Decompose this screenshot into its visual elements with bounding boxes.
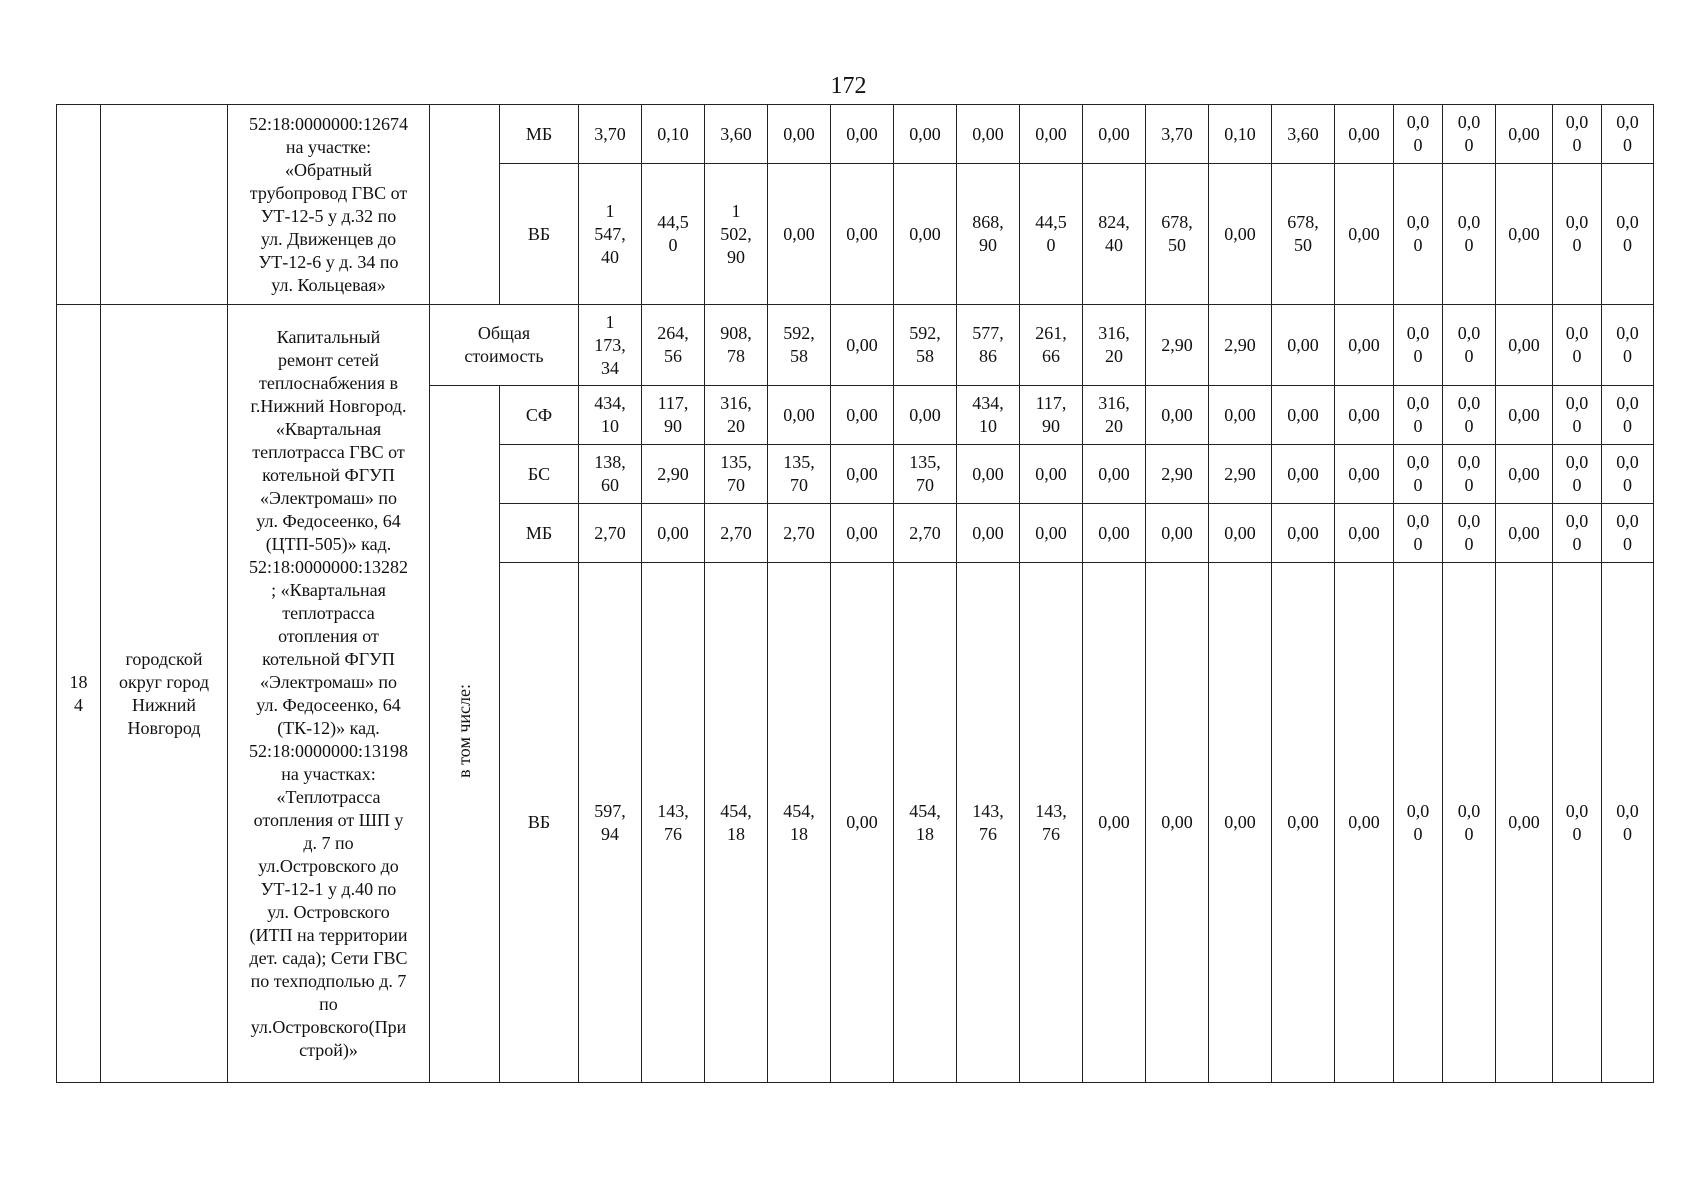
value-cell: 0,0 0 xyxy=(1394,386,1443,445)
value-cell: 2,70 xyxy=(894,504,957,563)
value-cell: 0,00 xyxy=(1146,504,1209,563)
value-cell: 0,0 0 xyxy=(1443,164,1496,305)
value-cell: 2,70 xyxy=(579,504,642,563)
value-cell: 0,00 xyxy=(894,386,957,445)
value-cell: 0,0 0 xyxy=(1602,445,1654,504)
value-cell: 2,70 xyxy=(705,504,768,563)
value-cell: 261, 66 xyxy=(1020,305,1083,386)
item-description: 52:18:0000000:12674 на участке: «Обратный трубопровод ГВС от УТ-12-5 у д.32 по ул. Движенцев до УТ-12-6 у д. 34 по ул. Кольцевая» xyxy=(228,105,430,305)
value-cell: 592, 58 xyxy=(894,305,957,386)
value-cell: 0,00 xyxy=(1335,563,1394,1083)
value-cell: 0,00 xyxy=(1083,563,1146,1083)
value-cell: 0,0 0 xyxy=(1602,305,1654,386)
value-cell: 2,90 xyxy=(1146,305,1209,386)
including-label-text: в том числе: xyxy=(454,684,474,778)
value-cell: 0,00 xyxy=(1496,386,1553,445)
value-cell: 0,0 0 xyxy=(1394,164,1443,305)
total-cost-label: Общая стоимость xyxy=(430,305,579,386)
value-cell: 0,0 0 xyxy=(1394,305,1443,386)
value-cell: 0,0 0 xyxy=(1394,504,1443,563)
value-cell: 0,00 xyxy=(1335,105,1394,164)
cell-municipality-blank xyxy=(101,105,228,305)
funding-source: СФ xyxy=(500,386,579,445)
value-cell: 0,00 xyxy=(1335,305,1394,386)
value-cell: 0,00 xyxy=(1209,563,1272,1083)
value-cell: 117, 90 xyxy=(1020,386,1083,445)
value-cell: 0,0 0 xyxy=(1443,305,1496,386)
value-cell: 0,0 0 xyxy=(1443,445,1496,504)
cell-number-blank xyxy=(57,105,101,305)
value-cell: 0,00 xyxy=(1272,563,1335,1083)
cell-label-blank xyxy=(430,105,500,305)
value-cell: 908, 78 xyxy=(705,305,768,386)
value-cell: 264, 56 xyxy=(642,305,705,386)
value-cell: 454, 18 xyxy=(705,563,768,1083)
value-cell: 678, 50 xyxy=(1146,164,1209,305)
value-cell: 454, 18 xyxy=(768,563,831,1083)
value-cell: 0,00 xyxy=(1496,563,1553,1083)
value-cell: 0,00 xyxy=(1083,504,1146,563)
value-cell: 0,00 xyxy=(831,105,894,164)
value-cell: 143, 76 xyxy=(957,563,1020,1083)
value-cell: 44,5 0 xyxy=(642,164,705,305)
value-cell: 135, 70 xyxy=(768,445,831,504)
value-cell: 0,00 xyxy=(768,164,831,305)
value-cell: 1 502, 90 xyxy=(705,164,768,305)
value-cell: 824, 40 xyxy=(1083,164,1146,305)
value-cell: 0,00 xyxy=(894,105,957,164)
value-cell: 0,00 xyxy=(1209,164,1272,305)
value-cell: 0,00 xyxy=(957,504,1020,563)
value-cell: 316, 20 xyxy=(1083,305,1146,386)
budget-table xyxy=(56,104,1654,1083)
value-cell: 0,0 0 xyxy=(1553,504,1602,563)
value-cell: 316, 20 xyxy=(1083,386,1146,445)
value-cell: 2,90 xyxy=(1146,445,1209,504)
funding-source: МБ xyxy=(500,105,579,164)
value-cell: 0,00 xyxy=(831,445,894,504)
value-cell: 143, 76 xyxy=(642,563,705,1083)
value-cell: 0,00 xyxy=(1272,305,1335,386)
value-cell: 592, 58 xyxy=(768,305,831,386)
value-cell: 577, 86 xyxy=(957,305,1020,386)
value-cell: 135, 70 xyxy=(894,445,957,504)
value-cell: 0,00 xyxy=(1272,445,1335,504)
value-cell: 0,00 xyxy=(1496,105,1553,164)
value-cell: 0,00 xyxy=(1083,445,1146,504)
value-cell: 0,0 0 xyxy=(1553,386,1602,445)
value-cell: 2,90 xyxy=(1209,445,1272,504)
value-cell: 143, 76 xyxy=(1020,563,1083,1083)
value-cell: 0,0 0 xyxy=(1394,563,1443,1083)
value-cell: 138, 60 xyxy=(579,445,642,504)
value-cell: 0,0 0 xyxy=(1602,105,1654,164)
funding-source: МБ xyxy=(500,504,579,563)
value-cell: 0,00 xyxy=(1020,445,1083,504)
value-cell: 135, 70 xyxy=(705,445,768,504)
value-cell: 0,00 xyxy=(1335,164,1394,305)
value-cell: 3,70 xyxy=(1146,105,1209,164)
value-cell: 0,0 0 xyxy=(1394,445,1443,504)
value-cell: 454, 18 xyxy=(894,563,957,1083)
funding-source: ВБ xyxy=(500,164,579,305)
value-cell: 0,0 0 xyxy=(1602,164,1654,305)
value-cell: 0,00 xyxy=(1335,445,1394,504)
value-cell: 2,90 xyxy=(1209,305,1272,386)
value-cell: 0,00 xyxy=(831,164,894,305)
page-number: 172 xyxy=(830,73,867,99)
item-description: Капитальный ремонт сетей теплоснабжения в г.Нижний Новгород. «Квартальная теплотрасса ГВС от котельной ФГУП «Электромаш» по ул. Федосеенко, 64 (ЦТП-505)» кад. 52:18:0000000:13282 ; «Квартальная теплотрасса отопления от котельной ФГУП «Электромаш» по ул. Федосеенко, 64 (ТК-12)» кад. 52:18:0000000:13198 на участках: «Теплотрасса отопления от ШП у д. 7 по ул.Островского до УТ-12-1 у д.40 по ул. Островского (ИТП на территории дет. сада); Сети ГВС по техподполью д. 7 по ул.Островского(При строй)» xyxy=(228,305,430,1083)
value-cell: 0,10 xyxy=(642,105,705,164)
table-row xyxy=(57,105,1654,164)
value-cell: 0,0 0 xyxy=(1443,504,1496,563)
value-cell: 0,0 0 xyxy=(1553,105,1602,164)
value-cell: 0,00 xyxy=(1496,305,1553,386)
value-cell: 0,00 xyxy=(831,386,894,445)
value-cell: 0,0 0 xyxy=(1553,445,1602,504)
item-municipality: городской округ город Нижний Новгород xyxy=(101,305,228,1083)
value-cell: 0,00 xyxy=(1209,386,1272,445)
value-cell: 0,00 xyxy=(1335,386,1394,445)
value-cell: 0,0 0 xyxy=(1602,563,1654,1083)
value-cell: 0,00 xyxy=(957,105,1020,164)
value-cell: 44,5 0 xyxy=(1020,164,1083,305)
value-cell: 0,00 xyxy=(831,305,894,386)
value-cell: 0,00 xyxy=(1272,504,1335,563)
value-cell: 868, 90 xyxy=(957,164,1020,305)
value-cell: 0,0 0 xyxy=(1443,105,1496,164)
value-cell: 0,0 0 xyxy=(1553,305,1602,386)
value-cell: 0,00 xyxy=(894,164,957,305)
including-label xyxy=(430,386,500,1083)
value-cell: 2,90 xyxy=(642,445,705,504)
value-cell: 0,00 xyxy=(957,445,1020,504)
value-cell: 597, 94 xyxy=(579,563,642,1083)
value-cell: 0,00 xyxy=(1146,563,1209,1083)
value-cell: 0,00 xyxy=(1083,105,1146,164)
value-cell: 1 173, 34 xyxy=(579,305,642,386)
value-cell: 0,00 xyxy=(642,504,705,563)
value-cell: 0,00 xyxy=(768,386,831,445)
value-cell: 0,10 xyxy=(1209,105,1272,164)
value-cell: 0,0 0 xyxy=(1553,164,1602,305)
table-row xyxy=(57,305,1654,386)
value-cell: 0,00 xyxy=(831,563,894,1083)
value-cell: 434, 10 xyxy=(579,386,642,445)
value-cell: 434, 10 xyxy=(957,386,1020,445)
value-cell: 0,0 0 xyxy=(1553,563,1602,1083)
value-cell: 0,00 xyxy=(1146,386,1209,445)
value-cell: 1 547, 40 xyxy=(579,164,642,305)
value-cell: 0,00 xyxy=(768,105,831,164)
value-cell: 0,0 0 xyxy=(1394,105,1443,164)
value-cell: 3,70 xyxy=(579,105,642,164)
value-cell: 0,00 xyxy=(1496,504,1553,563)
value-cell: 0,00 xyxy=(1496,445,1553,504)
value-cell: 0,00 xyxy=(831,504,894,563)
value-cell: 0,00 xyxy=(1272,386,1335,445)
value-cell: 0,00 xyxy=(1335,504,1394,563)
value-cell: 0,0 0 xyxy=(1443,386,1496,445)
item-number: 18 4 xyxy=(57,305,101,1083)
value-cell: 678, 50 xyxy=(1272,164,1335,305)
value-cell: 117, 90 xyxy=(642,386,705,445)
value-cell: 2,70 xyxy=(768,504,831,563)
value-cell: 3,60 xyxy=(1272,105,1335,164)
value-cell: 3,60 xyxy=(705,105,768,164)
value-cell: 0,00 xyxy=(1020,504,1083,563)
value-cell: 0,00 xyxy=(1020,105,1083,164)
value-cell: 0,0 0 xyxy=(1602,504,1654,563)
value-cell: 0,00 xyxy=(1496,164,1553,305)
value-cell: 0,0 0 xyxy=(1443,563,1496,1083)
funding-source: ВБ xyxy=(500,563,579,1083)
value-cell: 0,00 xyxy=(1209,504,1272,563)
funding-source: БС xyxy=(500,445,579,504)
value-cell: 0,0 0 xyxy=(1602,386,1654,445)
value-cell: 316, 20 xyxy=(705,386,768,445)
